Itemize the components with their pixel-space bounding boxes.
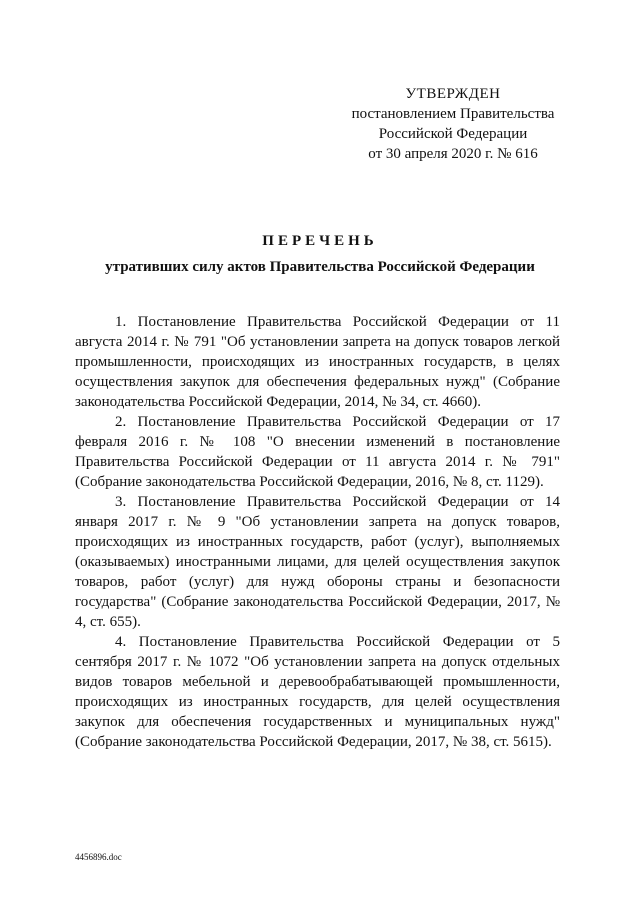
list-item-4: 4. Постановление Правительства Российской Федерации от 5 сентября 2017 г. № 1072 "Об установлении запрета на допуск отдельных видов товаров мебельной и деревообрабатывающей промышленности, происходящих из иностранных государств, для целей осуществления закупок для обеспечения государственных и муниципальных нужд" (Собрание законодательства Российской Федерации, 2017, № 38, ст. 5615). — [75, 634, 560, 750]
list-item-3: 3. Постановление Правительства Российской Федерации от 14 января 2017 г. № 9 "Об установлении запрета на допуск товаров, происходящих из иностранных государств, работ (услуг), выполняемых (оказываемых) иностранными лицами, для целей осуществления закупок товаров, работ (услуг) для нужд обороны страны и безопасности государства" (Собрание законодательства Российской Федерации, 2017, № 4, ст. 655). — [75, 494, 560, 630]
list-item-2: 2. Постановление Правительства Российской Федерации от 17 февраля 2016 г. № 108 "О внесении изменений в постановление Правительства Российской Федерации от 11 августа 2014 г. № 791" (Собрание законодательства Российской Федерации, 2016, № 8, ст. 1129). — [75, 414, 560, 490]
document-subtitle: утративших силу актов Правительства Российской Федерации — [105, 259, 535, 275]
approval-block — [300, 84, 606, 164]
document-body — [75, 312, 560, 752]
approved-by-line: постановлением Правительства — [351, 106, 555, 122]
file-name-footer: 4456896.doc — [75, 852, 122, 862]
approved-org-line: Российской Федерации — [378, 126, 528, 142]
list-item-1: 1. Постановление Правительства Российской Федерации от 11 августа 2014 г. № 791 "Об установлении запрета на допуск товаров легкой промышленности, происходящих из иностранных государств, в целях осуществления закупок для обеспечения федеральных нужд" (Собрание законодательства Российской Федерации, 2014, № 34, ст. 4660). — [75, 314, 560, 410]
approved-date-line: от 30 апреля 2020 г. № 616 — [368, 146, 538, 162]
document-title: ПЕРЕЧЕНЬ — [262, 233, 378, 249]
approved-label: УТВЕРЖДЕН — [405, 86, 501, 102]
